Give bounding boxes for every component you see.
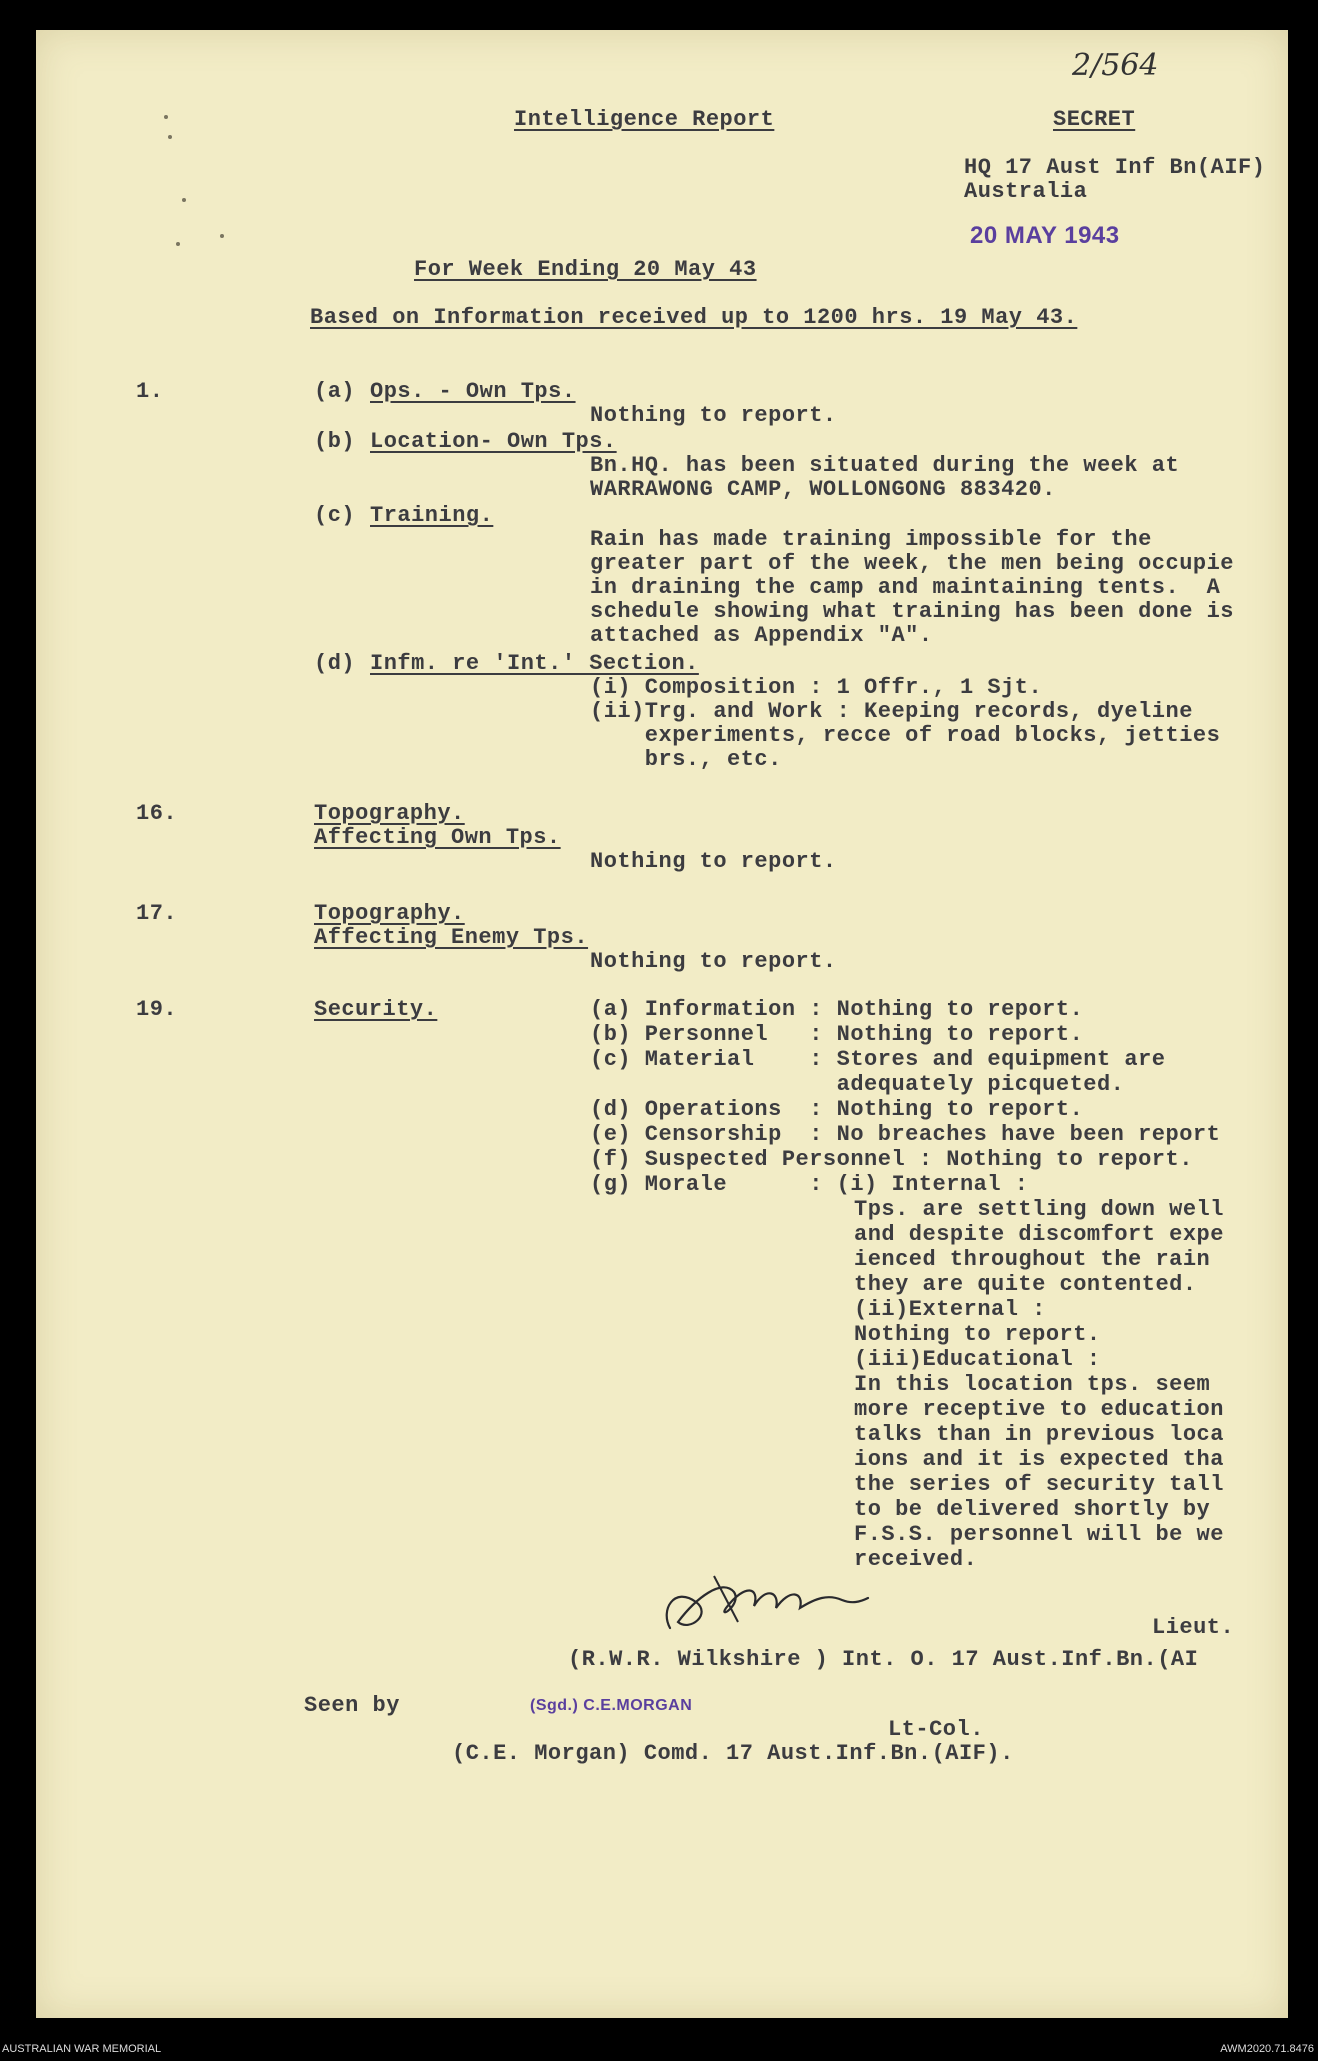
morale-line: to be delivered shortly by <box>854 1497 1211 1522</box>
item-title: Training. <box>370 503 494 528</box>
section-number: 19. <box>136 997 178 1022</box>
security-line: (b) Personnel : Nothing to report. <box>590 1022 1084 1047</box>
morale-line: (ii)External : <box>854 1297 1046 1322</box>
classification-label: SECRET <box>1053 107 1136 132</box>
punch-mark <box>220 234 224 238</box>
morale-line: In this location tps. seem <box>854 1372 1211 1397</box>
section-text: Nothing to report. <box>590 849 837 874</box>
signatory-rank: Lieut. <box>1152 1615 1235 1640</box>
item-text-line: (ii)Trg. and Work : Keeping records, dyeline <box>590 699 1193 724</box>
morale-line: F.S.S. personnel will be we <box>854 1522 1224 1547</box>
section-subtitle: Affecting Own Tps. <box>314 825 561 850</box>
handwritten-signature <box>656 1558 876 1648</box>
punch-mark <box>168 135 172 139</box>
seen-by-label: Seen by <box>304 1693 400 1718</box>
morale-line: Nothing to report. <box>854 1322 1101 1347</box>
item-text-line: experiments, recce of road blocks, jetties <box>590 723 1221 748</box>
signatory-line: (R.W.R. Wilkshire ) Int. O. 17 Aust.Inf.Bn.(AI <box>568 1647 1199 1672</box>
item-text-line: WARRAWONG CAMP, WOLLONGONG 883420. <box>590 477 1056 502</box>
morale-line: they are quite contented. <box>854 1272 1197 1297</box>
date-stamp: 20 MAY 1943 <box>970 222 1120 249</box>
morale-line: ions and it is expected tha <box>854 1447 1224 1472</box>
item-text-line: Bn.HQ. has been situated during the week at <box>590 453 1180 478</box>
security-line: adequately picqueted. <box>590 1072 1125 1097</box>
sender-unit: HQ 17 Aust Inf Bn(AIF) <box>964 155 1266 180</box>
item-text-line: in draining the camp and maintaining tents. A <box>590 575 1221 600</box>
approver-line: (C.E. Morgan) Comd. 17 Aust.Inf.Bn.(AIF). <box>452 1741 1014 1766</box>
section-subtitle: Affecting Enemy Tps. <box>314 925 589 950</box>
item-label: (d) <box>314 651 356 676</box>
archive-footer-right: AWM2020.71.8476 <box>1220 2043 1314 2055</box>
security-line: (g) Morale : (i) Internal : <box>590 1172 1029 1197</box>
information-basis: Based on Information received up to 1200 hrs. 19 May 43. <box>310 305 1078 330</box>
section-number: 16. <box>136 801 178 826</box>
item-text: Nothing to report. <box>590 403 837 428</box>
sender-location: Australia <box>964 179 1088 204</box>
section-number: 17. <box>136 901 178 926</box>
item-text-line: schedule showing what training has been done is <box>590 599 1235 624</box>
section-title: Topography. <box>314 901 465 926</box>
security-line: (d) Operations : Nothing to report. <box>590 1097 1084 1122</box>
morale-line: (iii)Educational : <box>854 1347 1101 1372</box>
morale-line: and despite discomfort expe <box>854 1222 1224 1247</box>
item-text-line: attached as Appendix "A". <box>590 623 933 648</box>
item-text-line: brs., etc. <box>590 747 782 772</box>
item-label: (c) <box>314 503 356 528</box>
section-title: Security. <box>314 997 438 1022</box>
punch-mark <box>176 242 180 246</box>
item-text-line: Rain has made training impossible for the <box>590 527 1152 552</box>
item-label: (a) <box>314 379 356 404</box>
approval-stamp: (Sgd.) C.E.MORGAN <box>530 1697 693 1714</box>
week-ending-heading: For Week Ending 20 May 43 <box>414 257 757 282</box>
approver-rank: Lt-Col. <box>888 1717 984 1742</box>
security-line: (a) Information : Nothing to report. <box>590 997 1084 1022</box>
morale-line: received. <box>854 1547 978 1572</box>
item-title: Infm. re 'Int.' Section. <box>370 651 699 676</box>
section-title: Topography. <box>314 801 465 826</box>
security-line: (e) Censorship : No breaches have been report <box>590 1122 1221 1147</box>
document-page <box>36 30 1288 2018</box>
morale-line: the series of security tall <box>854 1472 1224 1497</box>
item-text-line: greater part of the week, the men being occupie <box>590 551 1235 576</box>
security-line: (c) Material : Stores and equipment are <box>590 1047 1166 1072</box>
punch-mark <box>182 198 186 202</box>
section-text: Nothing to report. <box>590 949 837 974</box>
punch-mark <box>164 115 168 119</box>
item-title: Ops. - Own Tps. <box>370 379 576 404</box>
item-text-line: (i) Composition : 1 Offr., 1 Sjt. <box>590 675 1043 700</box>
morale-line: talks than in previous loca <box>854 1422 1224 1447</box>
morale-line: ienced throughout the rain <box>854 1247 1211 1272</box>
item-label: (b) <box>314 429 356 454</box>
archive-footer-left: AUSTRALIAN WAR MEMORIAL <box>2 2043 162 2055</box>
handwritten-reference: 2/564 <box>1072 48 1159 83</box>
morale-line: more receptive to education <box>854 1397 1224 1422</box>
report-title: Intelligence Report <box>514 107 775 132</box>
security-line: (f) Suspected Personnel : Nothing to report. <box>590 1147 1193 1172</box>
morale-line: Tps. are settling down well <box>854 1197 1224 1222</box>
section-number: 1. <box>136 379 164 404</box>
item-title: Location- Own Tps. <box>370 429 617 454</box>
